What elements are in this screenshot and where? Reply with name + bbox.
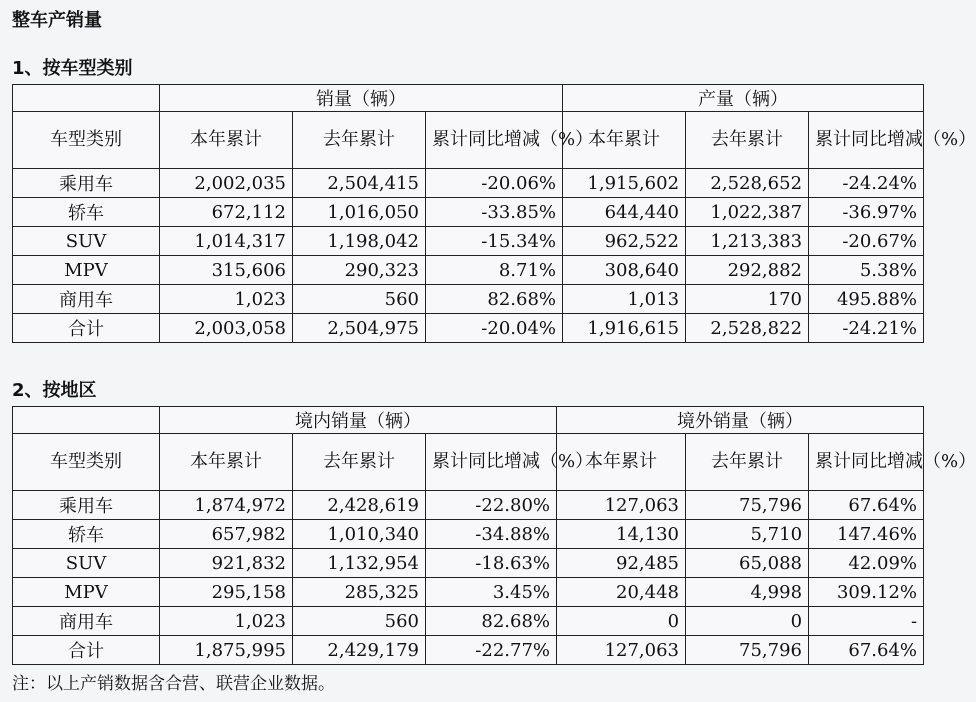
- page-title: 整车产销量: [12, 10, 102, 31]
- value-cell-p-last: 2,528,822: [686, 314, 809, 343]
- value-cell-p-last: 1,213,383: [686, 227, 809, 256]
- value-cell-o-ytd: 127,063: [557, 491, 686, 520]
- row-category-cell: 合计: [13, 314, 160, 343]
- value-cell-o-last: 0: [686, 607, 809, 636]
- row-category-cell: 轿车: [13, 520, 160, 549]
- group-header-overseas: 境外销量（辆）: [557, 407, 924, 434]
- value-cell-p-chg: -24.21%: [809, 314, 924, 343]
- value-cell-d-chg: -18.63%: [426, 549, 557, 578]
- value-cell-s-last: 1,198,042: [293, 227, 426, 256]
- table-row: [13, 314, 924, 343]
- value-cell-o-last: 75,796: [686, 491, 809, 520]
- value-cell-d-ytd: 1,875,995: [160, 636, 293, 665]
- value-cell-d-ytd: 921,832: [160, 549, 293, 578]
- value-cell-s-ytd: 672,112: [160, 198, 293, 227]
- col-header-domestic-change: 累计同比增减（%）: [426, 434, 557, 491]
- value-cell-d-ytd: 295,158: [160, 578, 293, 607]
- col-header-domestic-ytd: 本年累计: [160, 434, 293, 491]
- value-cell-d-last: 2,429,179: [293, 636, 426, 665]
- value-cell-p-last: 292,882: [686, 256, 809, 285]
- value-cell-d-ytd: 657,982: [160, 520, 293, 549]
- footnote: 注：以上产销数据含合营、联营企业数据。: [12, 674, 335, 694]
- table-row: [13, 607, 924, 636]
- corner-cell: [13, 85, 160, 112]
- value-cell-s-chg: -20.04%: [426, 314, 563, 343]
- table-row: [13, 520, 924, 549]
- value-cell-o-chg: 67.64%: [809, 491, 924, 520]
- value-cell-p-ytd: 308,640: [563, 256, 686, 285]
- col-header-overseas-change: 累计同比增减（%）: [809, 434, 924, 491]
- row-category-cell: MPV: [13, 256, 160, 285]
- section-heading-by-region: 2、按地区: [12, 380, 97, 401]
- value-cell-o-chg: -: [809, 607, 924, 636]
- value-cell-s-last: 560: [293, 285, 426, 314]
- value-cell-p-chg: 5.38%: [809, 256, 924, 285]
- value-cell-p-chg: -24.24%: [809, 169, 924, 198]
- table-row: [13, 227, 924, 256]
- table-by-region: [12, 406, 976, 665]
- value-cell-p-ytd: 962,522: [563, 227, 686, 256]
- table-row: [13, 169, 924, 198]
- value-cell-p-ytd: 1,916,615: [563, 314, 686, 343]
- row-category-cell: MPV: [13, 578, 160, 607]
- col-header-sales-last-ytd: 去年累计: [293, 112, 426, 169]
- value-cell-p-chg: 495.88%: [809, 285, 924, 314]
- value-cell-o-last: 65,088: [686, 549, 809, 578]
- value-cell-d-ytd: 1,023: [160, 607, 293, 636]
- value-cell-o-chg: 67.64%: [809, 636, 924, 665]
- value-cell-d-chg: -34.88%: [426, 520, 557, 549]
- value-cell-d-last: 1,010,340: [293, 520, 426, 549]
- value-cell-d-chg: -22.77%: [426, 636, 557, 665]
- value-cell-s-chg: -15.34%: [426, 227, 563, 256]
- group-header-production: 产量（辆）: [563, 85, 924, 112]
- value-cell-o-last: 4,998: [686, 578, 809, 607]
- value-cell-o-ytd: 92,485: [557, 549, 686, 578]
- value-cell-d-ytd: 1,874,972: [160, 491, 293, 520]
- col-header-sales-change: 累计同比增减（%）: [426, 112, 563, 169]
- value-cell-d-last: 285,325: [293, 578, 426, 607]
- row-category-cell: 商用车: [13, 285, 160, 314]
- value-cell-o-ytd: 20,448: [557, 578, 686, 607]
- row-category-cell: 乘用车: [13, 491, 160, 520]
- corner-cell: [13, 407, 160, 434]
- value-cell-s-ytd: 2,002,035: [160, 169, 293, 198]
- value-cell-d-chg: -22.80%: [426, 491, 557, 520]
- col-header-category: 车型类别: [13, 112, 160, 169]
- value-cell-o-last: 75,796: [686, 636, 809, 665]
- table-row: [13, 636, 924, 665]
- value-cell-s-chg: -33.85%: [426, 198, 563, 227]
- value-cell-s-chg: 82.68%: [426, 285, 563, 314]
- col-header-prod-last-ytd: 去年累计: [686, 112, 809, 169]
- value-cell-d-last: 560: [293, 607, 426, 636]
- row-category-cell: SUV: [13, 549, 160, 578]
- value-cell-p-ytd: 1,013: [563, 285, 686, 314]
- value-cell-s-chg: 8.71%: [426, 256, 563, 285]
- value-cell-s-last: 2,504,415: [293, 169, 426, 198]
- value-cell-s-ytd: 315,606: [160, 256, 293, 285]
- value-cell-p-last: 1,022,387: [686, 198, 809, 227]
- row-category-cell: SUV: [13, 227, 160, 256]
- value-cell-s-chg: -20.06%: [426, 169, 563, 198]
- value-cell-p-ytd: 644,440: [563, 198, 686, 227]
- value-cell-p-chg: -36.97%: [809, 198, 924, 227]
- col-header-domestic-last-ytd: 去年累计: [293, 434, 426, 491]
- value-cell-s-last: 290,323: [293, 256, 426, 285]
- value-cell-o-chg: 42.09%: [809, 549, 924, 578]
- row-category-cell: 轿车: [13, 198, 160, 227]
- row-category-cell: 商用车: [13, 607, 160, 636]
- table-row: [13, 491, 924, 520]
- table-row: [13, 256, 924, 285]
- value-cell-s-ytd: 1,014,317: [160, 227, 293, 256]
- value-cell-o-chg: 309.12%: [809, 578, 924, 607]
- col-header-sales-ytd: 本年累计: [160, 112, 293, 169]
- value-cell-d-chg: 82.68%: [426, 607, 557, 636]
- table-by-vehicle-type: [12, 84, 976, 343]
- value-cell-o-ytd: 0: [557, 607, 686, 636]
- row-category-cell: 合计: [13, 636, 160, 665]
- col-header-overseas-ytd: 本年累计: [557, 434, 686, 491]
- value-cell-o-ytd: 14,130: [557, 520, 686, 549]
- table-row: [13, 285, 924, 314]
- value-cell-d-last: 2,428,619: [293, 491, 426, 520]
- group-header-domestic: 境内销量（辆）: [160, 407, 557, 434]
- value-cell-p-last: 2,528,652: [686, 169, 809, 198]
- value-cell-p-chg: -20.67%: [809, 227, 924, 256]
- group-header-sales: 销量（辆）: [160, 85, 563, 112]
- col-header-category: 车型类别: [13, 434, 160, 491]
- value-cell-s-last: 2,504,975: [293, 314, 426, 343]
- value-cell-o-chg: 147.46%: [809, 520, 924, 549]
- value-cell-o-last: 5,710: [686, 520, 809, 549]
- value-cell-s-ytd: 1,023: [160, 285, 293, 314]
- col-header-prod-change: 累计同比增减（%）: [809, 112, 924, 169]
- value-cell-s-ytd: 2,003,058: [160, 314, 293, 343]
- table-row: [13, 549, 924, 578]
- col-header-overseas-last-ytd: 去年累计: [686, 434, 809, 491]
- value-cell-o-ytd: 127,063: [557, 636, 686, 665]
- value-cell-d-last: 1,132,954: [293, 549, 426, 578]
- value-cell-s-last: 1,016,050: [293, 198, 426, 227]
- row-category-cell: 乘用车: [13, 169, 160, 198]
- col-header-prod-ytd: 本年累计: [563, 112, 686, 169]
- value-cell-d-chg: 3.45%: [426, 578, 557, 607]
- table-row: [13, 578, 924, 607]
- value-cell-p-ytd: 1,915,602: [563, 169, 686, 198]
- value-cell-p-last: 170: [686, 285, 809, 314]
- table-row: [13, 198, 924, 227]
- section-heading-by-type: 1、按车型类别: [12, 58, 133, 79]
